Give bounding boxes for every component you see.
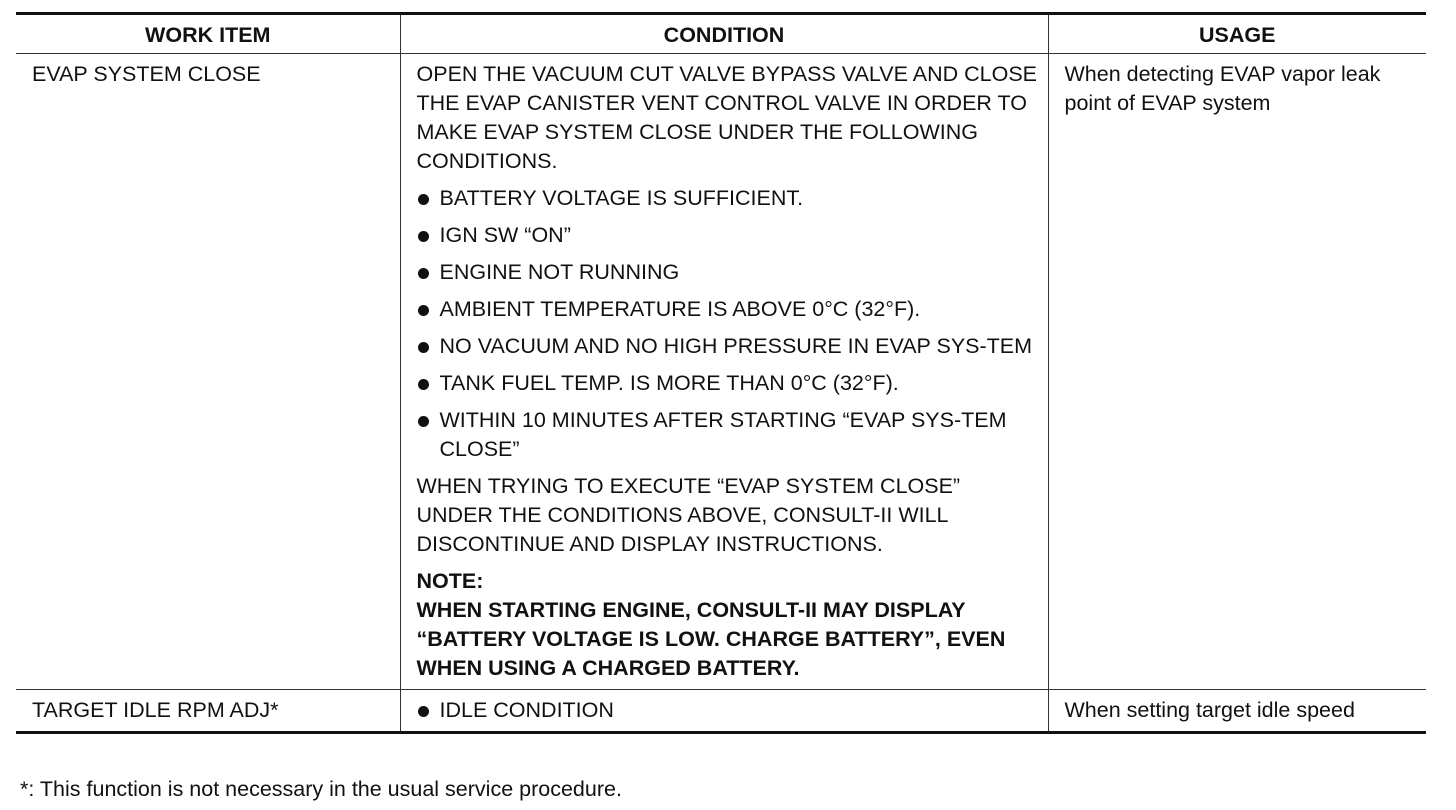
bullet-dot-icon — [418, 305, 429, 316]
list-item — [417, 295, 1038, 324]
header-usage: USAGE — [1048, 14, 1426, 54]
work-item-cell: EVAP SYSTEM CLOSE — [16, 54, 400, 690]
work-support-table — [16, 12, 1426, 734]
bullet-text: AMBIENT TEMPERATURE IS ABOVE 0°C (32°F). — [439, 297, 921, 321]
bullet-dot-icon — [418, 194, 429, 205]
bullet-dot-icon — [418, 416, 429, 427]
bullet-dot-icon — [418, 706, 429, 717]
list-item — [417, 696, 1038, 725]
header-condition: CONDITION — [400, 14, 1048, 54]
bullet-text: NO VACUUM AND NO HIGH PRESSURE IN EVAP SYS-TEM — [439, 334, 1033, 358]
bullet-text: WITHIN 10 MINUTES AFTER STARTING “EVAP SYS-TEM CLOSE” — [439, 408, 1007, 461]
bullet-text: IGN SW “ON” — [439, 223, 571, 247]
condition-cell — [400, 690, 1048, 733]
list-item — [417, 221, 1038, 250]
list-item — [417, 184, 1038, 213]
list-item — [417, 406, 1038, 464]
list-item — [417, 369, 1038, 398]
condition-after: WHEN TRYING TO EXECUTE “EVAP SYSTEM CLOSE” UNDER THE CONDITIONS ABOVE, CONSULT-II WILL DISCONTINUE AND DISPLAY INSTRUCTIONS. — [416, 474, 961, 556]
header-work-item: WORK ITEM — [16, 14, 400, 54]
note-text: WHEN STARTING ENGINE, CONSULT-II MAY DISPLAY “BATTERY VOLTAGE IS LOW. CHARGE BATTERY”, EVEN WHEN USING A CHARGED BATTERY. — [416, 598, 1006, 680]
work-item-cell: TARGET IDLE RPM ADJ* — [16, 690, 400, 733]
bullet-text: IDLE CONDITION — [439, 698, 614, 722]
condition-intro: OPEN THE VACUUM CUT VALVE BYPASS VALVE AND CLOSE THE EVAP CANISTER VENT CONTROL VALVE IN ORDER TO MAKE EVAP SYSTEM CLOSE UNDER THE FOLLOWING CONDITIONS. — [416, 62, 1037, 173]
note-label: NOTE: — [416, 569, 484, 593]
bullet-text: ENGINE NOT RUNNING — [439, 260, 680, 284]
table-row — [16, 54, 1426, 690]
table-row — [16, 690, 1426, 733]
bullet-text: TANK FUEL TEMP. IS MORE THAN 0°C (32°F). — [439, 371, 899, 395]
bullet-dot-icon — [418, 231, 429, 242]
bullet-dot-icon — [418, 379, 429, 390]
list-item — [417, 332, 1038, 361]
list-item — [417, 258, 1038, 287]
table-header-row — [16, 14, 1426, 54]
condition-bullet-list — [417, 696, 1038, 725]
condition-cell — [400, 54, 1048, 690]
usage-cell: When setting target idle speed — [1048, 690, 1426, 733]
bullet-dot-icon — [418, 268, 429, 279]
footnote: *: This function is not necessary in the usual service procedure. — [20, 777, 622, 801]
bullet-dot-icon — [418, 342, 429, 353]
condition-bullet-list — [417, 184, 1038, 464]
bullet-text: BATTERY VOLTAGE IS SUFFICIENT. — [439, 186, 804, 210]
usage-cell: When detecting EVAP vapor leak point of EVAP system — [1048, 54, 1426, 690]
